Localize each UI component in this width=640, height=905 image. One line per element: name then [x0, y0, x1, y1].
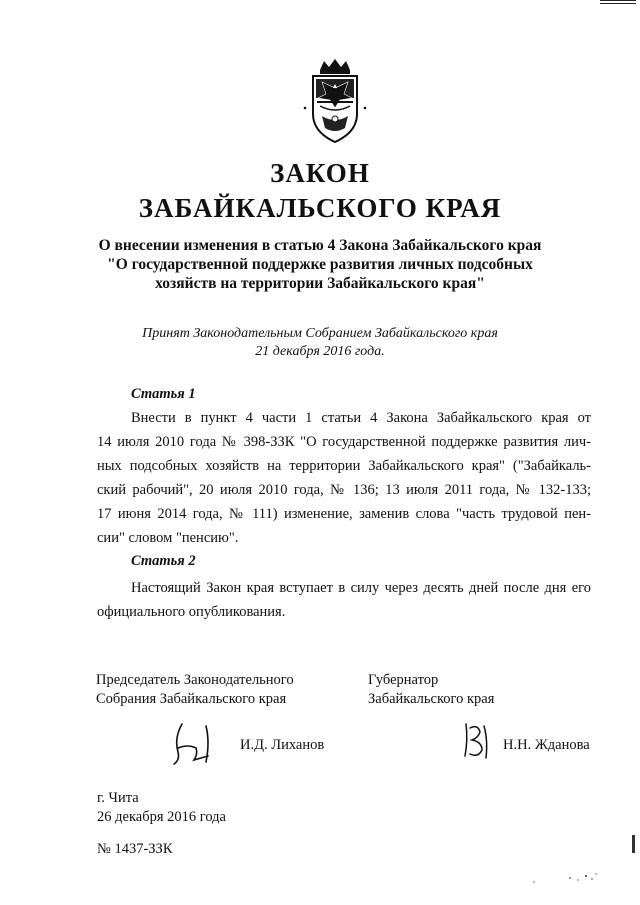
governor-title	[368, 671, 494, 709]
chairman-name: И.Д. Лиханов	[240, 737, 325, 753]
article-1-heading: Статья 1	[131, 386, 196, 402]
chairman-title-line: Собрания Забайкальского края	[96, 691, 287, 707]
place: г. Чита	[97, 790, 139, 806]
article-1-line: ных подсобных хозяйств на территории Забайкальского края" ("Забайкаль-	[97, 458, 591, 474]
subtitle-line: хозяйств на территории Забайкальского края"	[155, 275, 485, 292]
corner-scan-mark	[600, 0, 636, 7]
article-1-line: 17 июня 2014 года, № 111) изменение, заменив слова "часть трудовой пен-	[97, 506, 591, 522]
governor-name: Н.Н. Жданова	[503, 737, 590, 753]
document-title-region: ЗАБАЙКАЛЬСКОГО КРАЯ	[138, 193, 502, 223]
adoption-date: 21 декабря 2016 года.	[255, 344, 385, 359]
governor-signature	[458, 718, 498, 762]
chairman-title-line: Председатель Законодательного	[96, 672, 294, 688]
governor-title-line: Забайкальского края	[368, 691, 495, 707]
article-1-line: ский рабочий", 20 июля 2010 года, № 136; 13 июля 2011 года, № 132-133;	[97, 482, 591, 498]
article-1-line: сии" словом "пенсию".	[97, 530, 239, 546]
chairman-title	[96, 671, 294, 709]
article-2-line: Настоящий Закон края вступает в силу через десять дней после дня его	[131, 580, 591, 596]
adoption-line: Принят Законодательным Собранием Забайкальского края	[142, 326, 498, 341]
law-number: № 1437-ЗЗК	[97, 841, 173, 857]
subtitle-line: "О государственной поддержке развития личных подсобных	[107, 256, 533, 273]
governor-title-line: Губернатор	[368, 672, 439, 688]
signing-date: 26 декабря 2016 года	[97, 809, 226, 825]
scan-edge-mark	[632, 835, 635, 853]
place-and-date	[97, 789, 226, 827]
coat-of-arms-emblem	[300, 58, 370, 144]
article-1-line: Внести в пункт 4 части 1 статьи 4 Закона Забайкальского края от	[131, 410, 591, 426]
adoption-note	[0, 325, 640, 361]
article-1-line: 14 июля 2010 года № 398-ЗЗК "О государственной поддержке развития лич-	[97, 434, 591, 450]
chairman-signature	[168, 718, 220, 770]
article-2-line: официального опубликования.	[97, 604, 286, 620]
scan-specks	[530, 870, 600, 888]
subtitle-line: О внесении изменения в статью 4 Закона Забайкальского края	[98, 237, 542, 254]
document-title: ЗАКОН	[270, 158, 370, 188]
article-2-heading: Статья 2	[131, 553, 196, 569]
law-subtitle	[0, 236, 640, 293]
